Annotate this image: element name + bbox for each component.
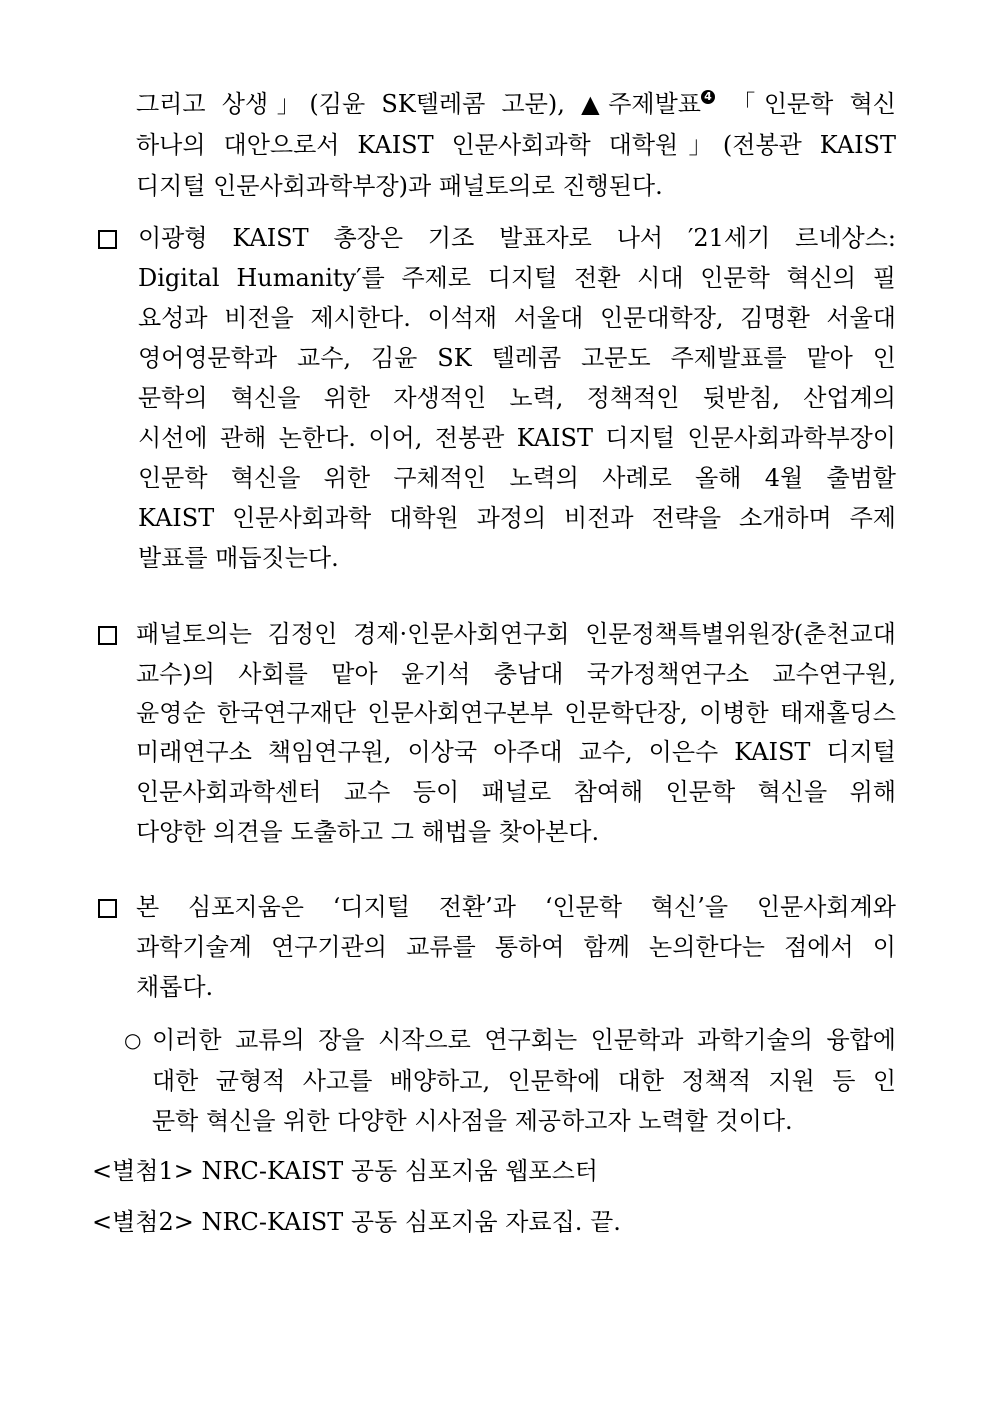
p3-line: 채롭다. xyxy=(136,973,214,1001)
p2-line: 패널토의는 김정인 경제·인문사회연구회 인문정책특별위원장(춘천교대 xyxy=(136,620,896,648)
p2-line: 교수)의 사회를 맡아 윤기석 충남대 국가정책연구소 교수연구원, xyxy=(136,660,896,688)
p1-line: 발표를 매듭짓는다. xyxy=(138,544,339,572)
attachment-1: <별첨1> NRC-KAIST 공동 심포지움 웹포스터 xyxy=(92,1157,598,1185)
intro-line-2: 하나의 대안으로서 KAIST 인문사회과학 대학원」(전봉관 KAIST xyxy=(136,131,896,159)
intro-text-a: 그리고 상생」(김윤 SK텔레콤 고문), ▲주제발표 xyxy=(136,90,701,118)
p2-line: 다양한 의견을 도출하고 그 해법을 찾아본다. xyxy=(136,818,600,846)
intro-line-3: 디지털 인문사회과학부장)과 패널토의로 진행된다. xyxy=(136,172,663,200)
p1-line: 이광형 KAIST 총장은 기조 발표자로 나서 ′21세기 르네상스: xyxy=(138,224,896,252)
intro-text-b: 「인문학 혁신 xyxy=(731,90,896,118)
attachment-2: <별첨2> NRC-KAIST 공동 심포지움 자료집. 끝. xyxy=(92,1208,621,1236)
p3-sub-line: 이러한 교류의 장을 시작으로 연구회는 인문학과 과학기술의 융합에 xyxy=(152,1026,896,1054)
p1-line: Digital Humanity′를 주제로 디지털 전환 시대 인문학 혁신의 필 xyxy=(138,264,896,292)
footnote-badge-icon: 4 xyxy=(701,90,715,104)
p1-line: 시선에 관해 논한다. 이어, 전봉관 KAIST 디지털 인문사회과학부장이 xyxy=(138,424,896,452)
circle-bullet-icon: ○ xyxy=(124,1028,142,1052)
p1-line: 인문학 혁신을 위한 구체적인 노력의 사례로 올해 4월 출범할 xyxy=(138,464,896,492)
p3-line: 과학기술계 연구기관의 교류를 통하여 함께 논의한다는 점에서 이 xyxy=(136,933,896,961)
p1-line: 영어영문학과 교수, 김윤 SK 텔레콤 고문도 주제발표를 맡아 인 xyxy=(138,344,896,372)
p1-line: 요성과 비전을 제시한다. 이석재 서울대 인문대학장, 김명환 서울대 xyxy=(138,304,896,332)
p3-sub-line: 대한 균형적 사고를 배양하고, 인문학에 대한 정책적 지원 등 인 xyxy=(152,1067,896,1095)
p2-line: 미래연구소 책임연구원, 이상국 아주대 교수, 이은수 KAIST 디지털 xyxy=(136,738,896,766)
p2-line: 인문사회과학센터 교수 등이 패널로 참여해 인문학 혁신을 위해 xyxy=(136,778,896,806)
p1-line: KAIST 인문사회과학 대학원 과정의 비전과 전략을 소개하며 주제 xyxy=(138,504,896,532)
p3-line: 본 심포지움은 ‘디지털 전환’과 ‘인문학 혁신’을 인문사회계와 xyxy=(136,893,896,921)
p1-line: 문학의 혁신을 위한 자생적인 노력, 정책적인 뒷받침, 산업계의 xyxy=(138,384,896,412)
checkbox-square-icon xyxy=(98,230,117,249)
intro-line-1 xyxy=(136,88,896,120)
checkbox-square-icon xyxy=(98,899,117,918)
checkbox-square-icon xyxy=(98,626,117,645)
p3-sub-line: 문학 혁신을 위한 다양한 시사점을 제공하고자 노력할 것이다. xyxy=(152,1107,793,1135)
p2-line: 윤영순 한국연구재단 인문사회연구본부 인문학단장, 이병한 태재홀딩스 xyxy=(136,699,896,727)
